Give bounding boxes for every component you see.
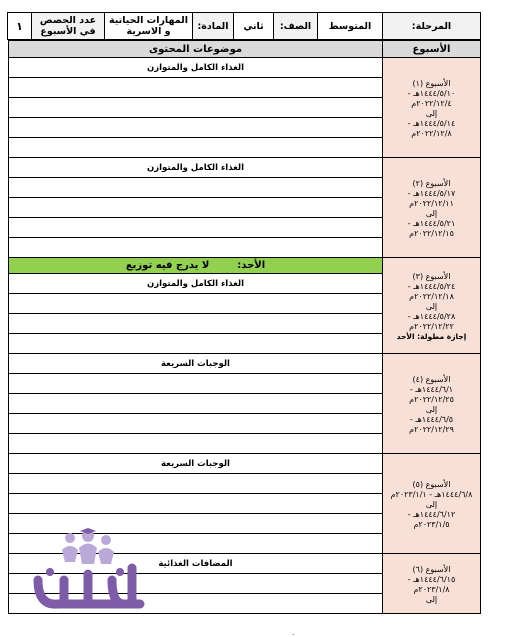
topic-line — [9, 314, 383, 334]
topic-line — [9, 138, 383, 158]
periods-label: عدد الحصص في الأسبوع — [32, 13, 105, 40]
holiday-text: لا يدرج فيه توزيع — [125, 260, 210, 271]
week-cell: الأسبوع (٦) ١٤٤٤/٦/١٥هـ - ٢٠٢٣/١/٨م إلى — [383, 554, 481, 614]
holiday-day: الأحد: — [237, 260, 266, 271]
topic-line — [9, 394, 383, 414]
topic-line — [9, 118, 383, 138]
lesson-distribution-sheet — [8, 12, 481, 614]
topic-line: الوجبات السريعة — [9, 454, 383, 474]
header-table — [7, 12, 481, 40]
week-cell: الأسبوع (٥) ١٤٤٤/٦/٨هـ - ٢٠٢٣/١/١م إلى ١٤٤٤/٦/١٢هـ - ٢٠٢٣/١/٥م — [383, 454, 481, 554]
periods-value: ١ — [8, 13, 32, 40]
grade-label: الصف: — [274, 13, 318, 40]
footer-mark: . — [292, 628, 295, 637]
week-cell: الأسبوع (٢) ١٤٤٤/٥/١٧هـ - ٢٠٢٢/١٢/١١م إلى ١٤٤٤/٥/٢١هـ - ٢٠٢٢/١٢/١٥م — [383, 158, 481, 258]
week-cell: الأسبوع (٣) ١٤٤٤/٥/٢٤هـ - ٢٠٢٢/١٢/١٨م إلى ١٤٤٤/٥/٢٨هـ - ٢٠٢٢/١٢/٢٢م إجازة مطولة: الأحد — [383, 258, 481, 354]
topic-line — [9, 238, 383, 258]
week-cell: الأسبوع (١) ١٤٤٤/٥/١٠هـ - ٢٠٢٢/١٢/٤م إلى ١٤٤٤/٥/١٤هـ - ٢٠٢٢/١٢/٨م — [383, 58, 481, 158]
subject-value: المهارات الحياتية و الاسرية — [105, 13, 193, 40]
week-column-header: الأسبوع — [383, 41, 481, 58]
topic-line: الغذاء الكامل والمتوازن — [9, 58, 383, 78]
topic-line: الغذاء الكامل والمتوازن — [9, 274, 383, 294]
topic-line — [9, 494, 383, 514]
holiday-banner — [9, 258, 383, 274]
tullabna-logo — [28, 528, 150, 614]
week-cell: الأسبوع (٤) ١٤٤٤/٦/١هـ - ٢٠٢٢/١٢/٢٥م إلى ١٤٤٤/٦/٥هـ - ٢٠٢٢/١٢/٢٩م — [383, 354, 481, 454]
topic-line — [9, 334, 383, 354]
topics-column-header: موضوعات المحتوى — [9, 41, 383, 58]
topic-line — [9, 374, 383, 394]
topic-line — [9, 294, 383, 314]
topic-line — [9, 218, 383, 238]
topic-line — [9, 434, 383, 454]
topic-line — [9, 98, 383, 118]
holiday-note: إجازة مطولة: الأحد — [396, 331, 467, 341]
subject-label: المادة: — [193, 13, 234, 40]
topic-line — [9, 414, 383, 434]
topic-line — [9, 178, 383, 198]
topic-line — [9, 474, 383, 494]
topic-line: المضافات الغذائية — [9, 554, 383, 574]
topic-line — [9, 78, 383, 98]
topic-line — [9, 198, 383, 218]
stage-value: المتوسط — [318, 13, 383, 40]
topic-line: الوجبات السريعة — [9, 354, 383, 374]
grade-value: ثاني — [234, 13, 274, 40]
topic-line: الغذاء الكامل والمتوازن — [9, 158, 383, 178]
stage-label: المرحلة: — [383, 13, 481, 40]
